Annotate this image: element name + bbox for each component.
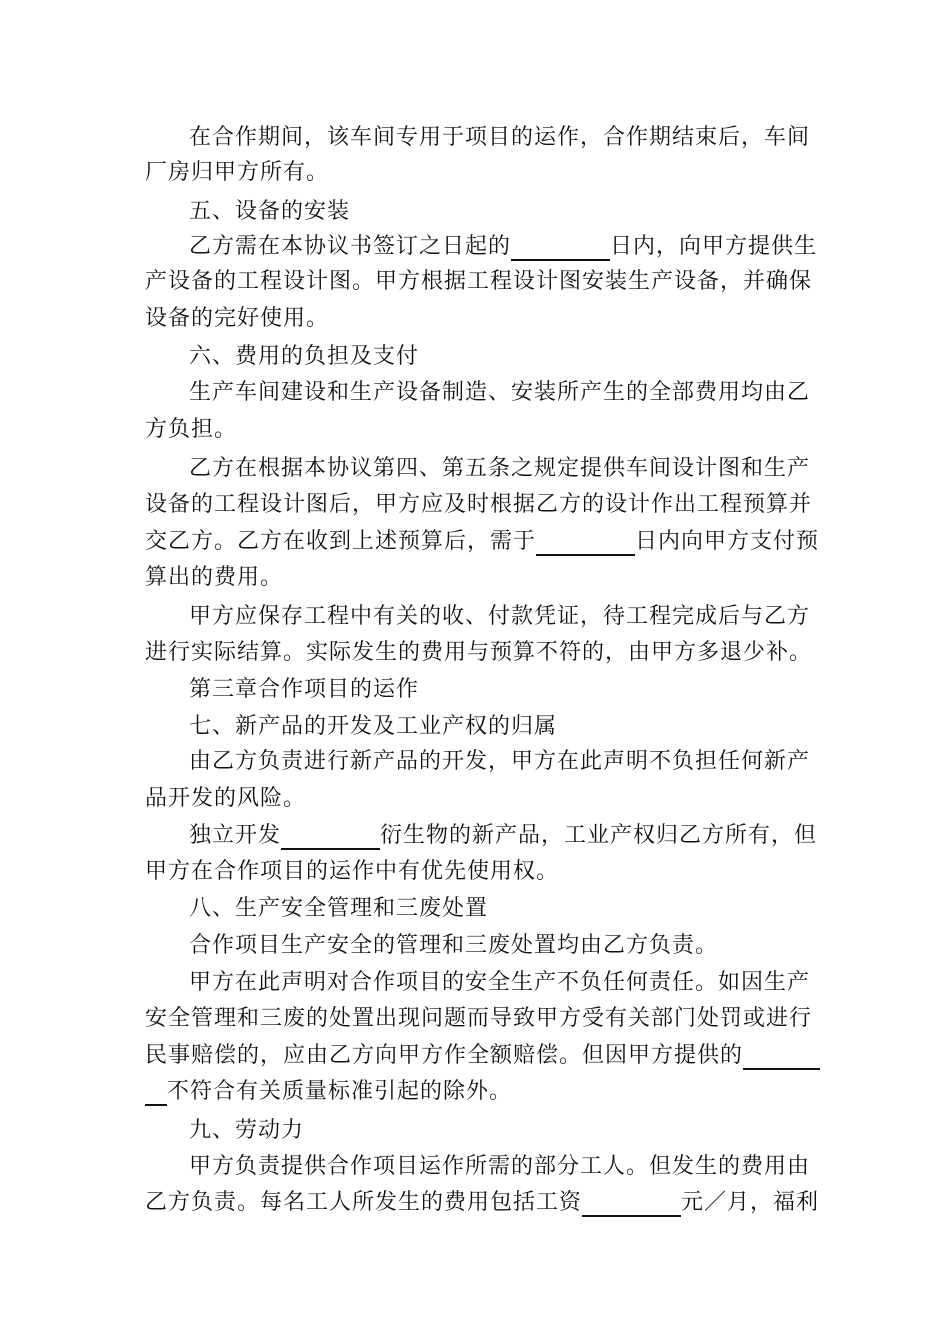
text-segment: 五、设备的安装 [189,199,351,224]
text-segment: 厂房归甲方所有。 [145,160,330,185]
paragraph-line [145,855,559,889]
text-segment: 八、生产安全管理和三废处置 [189,896,489,921]
text-segment: 乙方负责。每名工人所发生的费用包括工资 [145,1190,583,1215]
paragraph-line [189,1114,304,1148]
paragraph-line [189,710,557,744]
text-segment: 第三章合作项目的运作 [189,677,420,702]
paragraph-line [145,525,819,559]
text-segment: 算出的费用。 [145,565,284,590]
fill-in-blank [582,1193,681,1217]
text-segment: 甲方在此声明对合作项目的安全生产不负任何责任。如因生产 [189,970,811,995]
text-segment: 合作项目生产安全的管理和三废处置均由乙方负责。 [189,933,719,958]
text-segment: 方负担。 [145,417,238,442]
text-segment: 品开发的风险。 [145,786,307,811]
paragraph-line [189,452,810,486]
fill-in-blank [511,237,610,261]
fill-in-blank [281,826,380,850]
paragraph-line [145,1039,820,1073]
paragraph-line [189,745,810,779]
text-segment: 独立开发 [189,823,282,848]
text-segment: 不符合有关质量标准引起的除外。 [167,1079,513,1104]
text-segment: 甲方在合作项目的运作中有优先使用权。 [145,859,560,884]
paragraph-line [189,121,810,155]
paragraph-line [145,782,306,816]
paragraph-line [145,1075,512,1109]
paragraph-line [145,413,237,447]
text-segment: 民事赔偿的，应由乙方向甲方作全额赔偿。但因甲方提供的 [145,1043,744,1068]
text-segment: 九、劳动力 [189,1118,305,1143]
text-segment: 乙方需在本协议书签订之日起的 [189,234,512,259]
text-segment: 衍生物的新产品，工业产权归乙方所有，但 [380,823,818,848]
paragraph-line [189,195,350,229]
text-segment: 设备的完好使用。 [145,306,330,331]
text-segment: 由乙方负责进行新产品的开发，甲方在此声明不负担任何新产 [189,749,811,774]
text-segment: 日内，向甲方提供生 [610,234,818,259]
text-segment: 七、新产品的开发及工业产权的归属 [189,714,558,739]
text-segment: 安全管理和三废的处置出现问题而导致甲方受有关部门处罚或进行 [145,1006,813,1031]
fill-in-blank [743,1046,820,1070]
paragraph-line [189,600,810,634]
paragraph-line [145,156,329,190]
text-segment: 乙方在根据本协议第四、第五条之规定提供车间设计图和生产 [189,456,811,481]
text-segment: 设备的工程设计图后，甲方应及时根据乙方的设计作出工程预算并 [145,492,813,517]
paragraph-line [145,265,812,299]
paragraph-line [189,1150,810,1184]
paragraph-line [145,488,812,522]
text-segment: 在合作期间，该车间专用于项目的运作，合作期结束后，车间 [189,125,811,150]
paragraph-line [189,673,419,707]
paragraph-line [189,966,810,1000]
paragraph-line [189,819,817,853]
text-segment: 元／月，福利 [681,1190,820,1215]
text-segment: 六、费用的负担及支付 [189,344,420,369]
paragraph-line [189,230,817,264]
paragraph-line [145,1186,819,1220]
paragraph-line [145,302,329,336]
paragraph-line [189,376,810,410]
text-segment: 生产车间建设和生产设备制造、安装所产生的全部费用均由乙 [189,380,811,405]
paragraph-line [189,929,718,963]
text-segment: 进行实际结算。实际发生的费用与预算不符的，由甲方多退少补。 [145,640,813,665]
text-segment: 交乙方。乙方在收到上述预算后，需于 [145,529,537,554]
text-segment: 甲方应保存工程中有关的收、付款凭证，待工程完成后与乙方 [189,604,811,629]
fill-in-blank [536,532,635,556]
paragraph-line [189,892,488,926]
paragraph-line [189,340,419,374]
paragraph-line [145,636,812,670]
fill-in-blank [145,1082,167,1106]
paragraph-line [145,561,283,595]
text-segment: 产设备的工程设计图。甲方根据工程设计图安装生产设备，并确保 [145,269,813,294]
text-segment: 甲方负责提供合作项目运作所需的部分工人。但发生的费用由 [189,1154,811,1179]
text-segment: 日内向甲方支付预 [635,529,820,554]
paragraph-line [145,1002,812,1036]
